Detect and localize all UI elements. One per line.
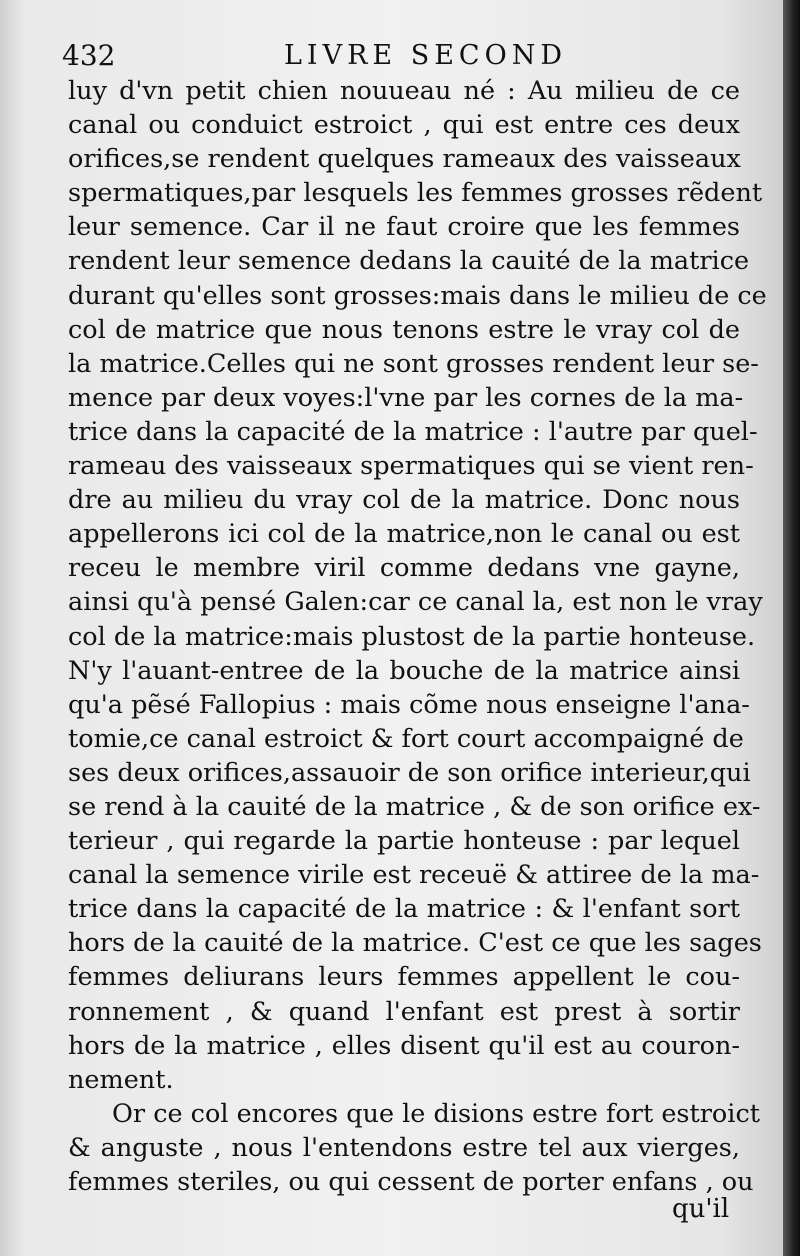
catchword: qu'il [672,1194,730,1224]
text-line: femmes deliurans leurs femmes appellent le cou- [68,962,740,993]
text-line: ronnement , & quand l'enfant est prest à sortir [68,996,740,1027]
text-line: spermatiques,par lesquels les femmes grosses rẽdent [68,178,763,209]
text-line: leur semence. Car il ne faut croire que les femmes [68,212,740,243]
text-line: rameau des vaisseaux spermatiques qui se vient ren- [68,451,754,482]
paragraph-start-line: Or ce col encores que le disions estre fort estroict [112,1098,760,1129]
text-line: dre au milieu du vray col de la matrice. Donc nous [68,485,740,516]
text-line: terieur , qui regarde la partie honteuse : par lequel [68,826,740,857]
book-spine-shadow [783,0,800,1256]
text-line: col de matrice que nous tenons estre le vray col de [68,314,740,345]
text-line: trice dans la capacité de la matrice : & l'enfant sort [68,894,740,925]
text-line: col de la matrice:mais plustost de la partie honteuse. [68,621,756,652]
text-line: & anguste , nous l'entendons estre tel aux vierges, [68,1132,740,1163]
text-line: la matrice.Celles qui ne sont grosses rendent leur se- [68,348,759,379]
text-line: ainsi qu'à pensé Galen:car ce canal la, est non le vray [68,587,763,618]
body-text [68,74,767,1199]
text-line: receu le membre viril comme dedans vne gayne, [68,553,740,584]
text-line: nement. [68,1064,174,1095]
text-line: qu'a pẽsé Fallopius : mais cõme nous enseigne l'ana- [68,689,750,720]
text-line: rendent leur semence dedans la cauité de la matrice [68,246,750,277]
text-line: mence par deux voyes:l'vne par les cornes de la ma- [68,382,744,413]
text-line: canal la semence virile est receuë & attiree de la ma- [68,860,760,891]
text-line: orifices,se rendent quelques rameaux des vaisseaux [68,144,741,175]
text-line: N'y l'auant-entree de la bouche de la matrice ainsi [68,655,740,686]
text-line: appellerons ici col de la matrice,non le canal ou est [68,519,740,550]
text-line: durant qu'elles sont grosses:mais dans le milieu de ce [68,280,767,311]
text-line: luy d'vn petit chien nouueau né : Au milieu de ce [68,76,740,106]
text-line: trice dans la capacité de la matrice : l'autre par quel- [68,416,758,447]
text-line: ses deux orifices,assauoir de son orifice interieur,qui [68,757,751,788]
running-title: LIVRE SECOND [284,40,567,71]
text-line: hors de la matrice , elles disent qu'il est au couron- [68,1030,740,1061]
text-line: femmes steriles, ou qui cessent de porter enfans , ou [68,1167,754,1197]
text-line: se rend à la cauité de la matrice , & de son orifice ex- [68,791,761,822]
page-header [62,36,762,76]
page-number: 432 [62,39,116,72]
text-line: hors de la cauité de la matrice. C'est ce que les sages [68,928,762,959]
text-line: canal ou conduict estroict , qui est entre ces deux [68,110,740,141]
text-line: tomie,ce canal estroict & fort court accompaigné de [68,723,744,754]
